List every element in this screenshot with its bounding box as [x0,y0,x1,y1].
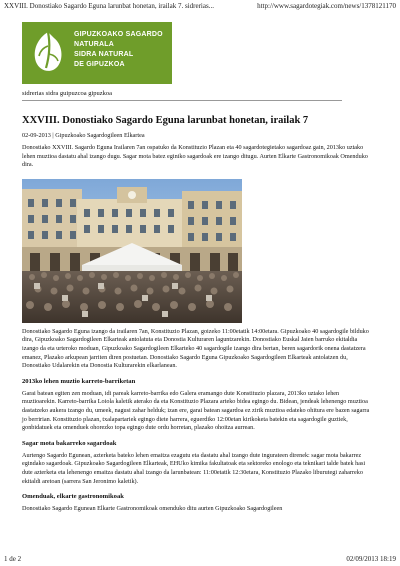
print-page-number: 1 de 2 [4,555,22,563]
print-header [4,0,396,12]
article-date: 02-09-2013 [22,132,51,139]
article-intro: Donostiako XXVIII. Sagardo Eguna Irailaren 7an ospatuko da Konstituzio Plazan eta 40 sagardotegietako sagardoaz gain, 2013ko uztako lehen muztioa dastatu ahal izango dugu. Sagar mota batez eginiko sagardoak ere izango ditugu. Aurten Elkarte Gastronomikoak Omenduko dira. [22,144,368,169]
section-heading: Omenduak, elkarte gastronomikoak [22,493,124,501]
logo-line: GIPUZKOAKO SAGARDO [74,31,163,38]
logo-line: NATURALA [74,41,114,48]
article-title: XXVIII. Donostiako Sagardo Eguna larunbat honetan, irailak 7 [22,115,309,126]
section-text: Aurtengo Sagardo Egunean, azterketa bateko lehen emaitza ezagutu eta dastatu ahal izango dute ingurateen direnek: sagar mota bakarrez egindako sagardoak. Gipuzkoako Sagardogileen Elkarteak, EHUko kimika fakultatoak eta sektoreko enologo eta teknikari talde batek hasi dute azterketa eta lehenengo emaitza dastatu ahal izango da larunbatean: 11:00etatik 12:30etara, Konstituzio Plazako liburutegi zaharreko ekitaldi aretoan (sarrera San Jeronimo kaletik). [22,451,366,485]
print-header-title: XXVIII. Donostiako Sagardo Eguna larunbat honetan, irailak 7. sidrerias... [4,2,214,10]
article-author[interactable]: Gipuzkoako Sagardogileen Elkartea [55,132,145,139]
site-tagline: sidrerias sidra guipuzcoa gipuzkoa [22,90,113,97]
site-logo[interactable] [22,22,172,84]
header-divider [22,100,342,101]
print-datetime: 02/09/2013 18:19 [346,555,396,563]
article-meta [22,132,374,139]
apple-leaf-logo-icon [28,28,68,78]
section-text: Garai batean egiten zen moduan, idi pareak karreto-barrika edo Galera eramango dute Konstituzio plazara, 2013ko uztako lehen muztioarekin. Karreto-barrika Loiola kaletik aterako da eta Konstituzio Plazara arteko bidea egingo du. Bidean, jendeak lehenengo muztioa dastatzeko aukera izango du, umeek, nagusi zahar helduk; izan ere, garai batean sagardoa ez zirik muztioa edateko ohitura ere bazen sagarra jo berririan. Konstituzio plazan, txalapartariek egingo diete harrera, eguerdiko 12:00etan kirikoketa batekin eta sagardogile guztiek, gonbidatuek eta omenduek ohorezko topa egingo dute ordu horretan, plazako ohoitza aurrean. [22,389,370,432]
article-body: Donostiako Sagardo Eguna izango da irailaren 7an, Konstituzio Plazan, goizeko 11:00etatik 14:00etara. Gipuzkoako 40 sagardogile bilduko dira, Gipuzkoako Sagardogileen Elkarteak antolatuta eta Donostia Kulturaren laguntzarekin. Donostiako Euskal Jaien barruko ekitaldia izango da eta urteroko moduan, Gipuzkoako Sagardogileen Elkarteko 40 sagardogile izango dira bertan, beren sagardorik onena dastatzera emanez, Plazako arkupean jarriten diren postuetan. Donostiako Sagardo Eguna Gipuzkoako Sagardogileen Elkarteak antolatzen du, Donostiako Udalarekin eta Donostia Kulturarekin elkarlanean. [22,327,369,370]
plaza-crowd-photo [22,179,242,323]
section-heading: Sagar mota bakarreko sagardoak [22,439,117,447]
print-header-url: http://www.sagardotegiak.com/news/1378121170 [257,2,396,10]
logo-line: DE GIPUZKOA [74,61,125,68]
logo-text [74,30,166,70]
section-text: Donostiako Sagardo Egunean Elkarte Gastronomikoak omenduko ditu aurten Gipuzkoako Sagardogileen [22,505,283,513]
section-heading: 2013ko lehen muztio karreto-barriketan [22,377,136,385]
meta-separator: | [52,132,54,139]
logo-line: SIDRA NATURAL [74,51,134,58]
page-content [22,22,374,514]
print-footer [4,554,396,564]
